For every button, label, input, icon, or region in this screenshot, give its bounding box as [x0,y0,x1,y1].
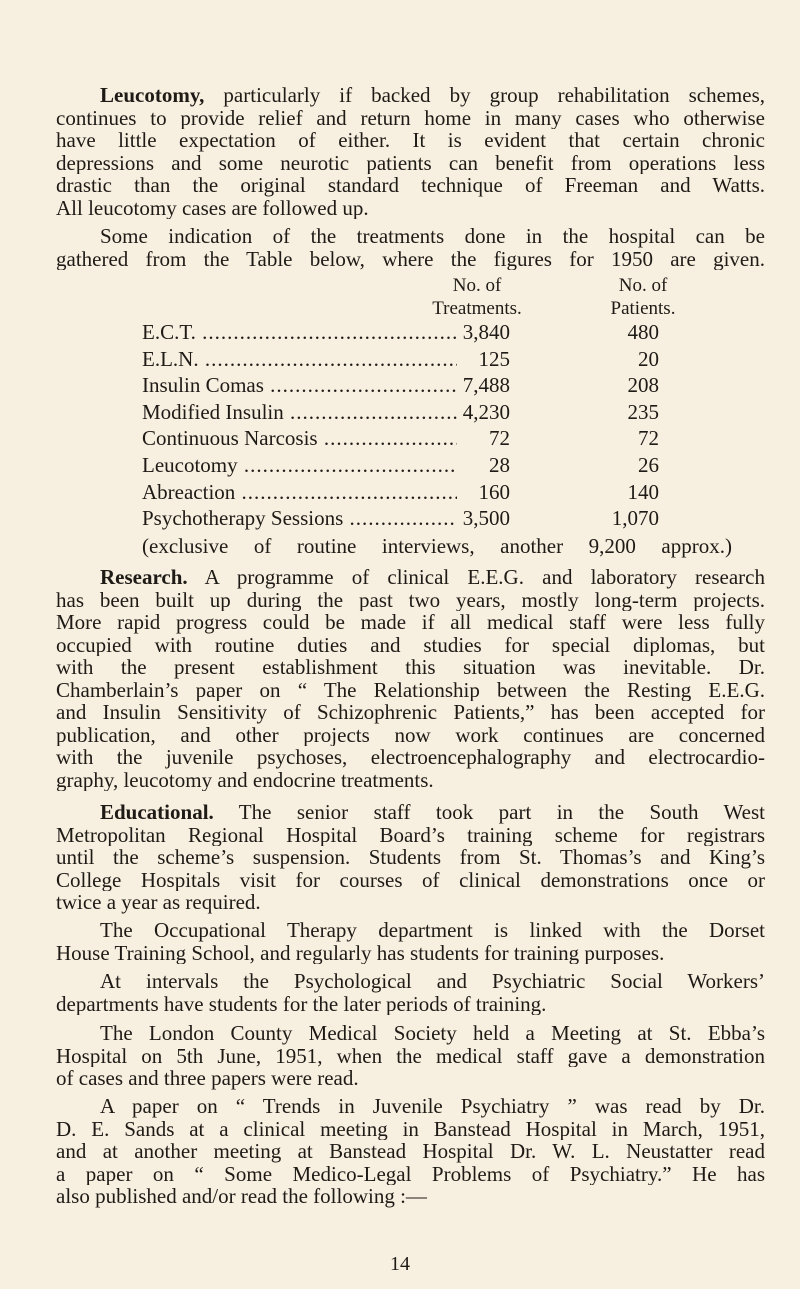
line-text: depressions and some neurotic patients can benefit from operations less [56,151,765,174]
line-text: particularly if backed by group rehabilitation schemes, [204,84,765,107]
row-label: Psychotherapy Sessions ..... [142,505,457,531]
line-text: has been built up during the past two years, mostly long-term projects. [56,588,765,611]
paragraph [56,225,765,270]
line-text: have little expectation of either. It is evident that certain chronic [56,129,765,152]
table-row [142,319,662,345]
patients-cell: 235 [627,399,659,424]
paragraph [56,919,765,964]
text-line [56,566,765,589]
line-text: At intervals the Psychological and Psychiatric Social Workers’ [100,970,765,993]
line-text: drastic than the original standard technique of Freeman and Watts. [56,174,765,197]
text-line [56,152,765,175]
paragraph [56,1095,765,1208]
text-line [56,746,765,769]
text-line [56,1163,765,1186]
text-line [56,225,765,248]
text-line [56,1067,765,1090]
patients-cell: 208 [627,373,659,398]
text-line [56,129,765,152]
text-line [56,701,765,724]
line-text: Metropolitan Regional Hospital Board’s training scheme for registrars [56,823,765,846]
line-text: A programme of clinical E.E.G. and laboratory research [187,566,765,589]
text-line [56,869,765,892]
text-line [56,1118,765,1141]
section-heading: Educational. [100,801,214,824]
table-row [142,479,662,505]
section-heading: Research. [100,566,188,589]
row-label: Insulin Comas ..... [142,372,457,398]
line-text: with the present establishment this situation was inevitable. Dr. [56,656,765,679]
line-text: The senior staff took part in the South West [213,801,765,824]
row-label: E.C.T. ..... [142,319,457,345]
line-text: until the scheme’s suspension. Students from St. Thomas’s and King’s [56,846,765,869]
text-line [56,1185,765,1208]
table-row [142,505,662,531]
line-text: Some indication of the treatments done in the hospital can be [100,225,765,248]
text-line [56,993,765,1016]
text-line [56,1022,765,1045]
line-text: twice a year as required. [56,891,261,914]
text-line [56,769,765,792]
paragraph [56,1022,765,1090]
paragraph [56,801,765,914]
patients-cell: 72 [638,426,659,451]
line-text: a paper on “ Some Medico-Legal Problems of Psychiatry.” He has [56,1162,765,1185]
line-text: All leucotomy cases are followed up. [56,196,369,219]
text-line [56,174,765,197]
treatments-cell: 3,840 [462,320,510,344]
header-treatments-line2: Treatments. [432,298,522,319]
section-heading: Leucotomy, [100,84,205,107]
line-text: Chamberlain’s paper on “ The Relationship between the Resting E.E.G. [56,678,765,701]
row-label: Continuous Narcosis ..... [142,425,457,451]
header-patients-line1: No. of [618,275,668,296]
line-text: continues to provide relief and return home in many cases who otherwise [56,106,765,129]
treatments-cell: 28 [489,453,510,477]
text-line [56,611,765,634]
line-text: College Hospitals visit for courses of clinical demonstrations once or [56,868,765,891]
table-row [142,346,662,372]
text-line [56,248,765,271]
table-row [142,452,662,478]
treatments-cell: 4,230 [462,399,510,424]
table-row [142,372,662,398]
text-line [56,919,765,942]
text-line [56,891,765,914]
row-label: Modified Insulin ..... [142,399,457,425]
text-line [56,1045,765,1068]
page-number: 14 [390,1253,410,1275]
paragraph [56,566,765,791]
paragraph [56,970,765,1015]
line-text: The Occupational Therapy department is linked with the Dorset [100,919,765,942]
treatments-cell: 72 [489,426,510,451]
line-text: A paper on “ Trends in Juvenile Psychiatry ” was read by Dr. [100,1095,765,1118]
paragraph [56,84,765,219]
text-line [56,846,765,869]
line-text: occupied with routine duties and studies for special diplomas, but [56,633,765,656]
text-line [56,970,765,993]
line-text: D. E. Sands at a clinical meeting in Banstead Hospital in March, 1951, [56,1117,765,1140]
text-line [56,197,765,220]
row-label: Leucotomy ..... [142,452,457,478]
line-text: of cases and three papers were read. [56,1067,359,1090]
line-text: departments have students for the later periods of training. [56,992,547,1015]
text-line [56,679,765,702]
header-patients-line2: Patients. [610,298,676,319]
table-row [142,399,662,425]
row-label: Abreaction ..... [142,479,457,505]
text-line [56,84,765,107]
line-text: publication, and other projects now work continues are concerned [56,723,765,746]
table-footnote: (exclusive of routine interviews, another 9,200 approx.) [142,534,732,558]
text-line [56,1140,765,1163]
text-line [56,589,765,612]
patients-cell: 140 [627,479,659,504]
line-text: More rapid progress could be made if all medical staff were less fully [56,611,765,634]
line-text: and at another meeting at Banstead Hospital Dr. W. L. Neustatter read [56,1140,765,1163]
line-text: gathered from the Table below, where the figures for 1950 are given. [56,247,765,270]
line-text: House Training School, and regularly has students for training purposes. [56,941,665,964]
patients-cell: 480 [627,320,659,344]
text-line [56,724,765,747]
patients-cell: 26 [638,453,659,477]
line-text: The London County Medical Society held a Meeting at St. Ebba’s [100,1022,765,1045]
text-line [56,801,765,824]
text-line [56,634,765,657]
treatments-cell: 3,500 [462,506,510,531]
text-line [56,656,765,679]
row-label: E.L.N. ..... [142,346,457,372]
line-text: also published and/or read the following :— [56,1185,427,1208]
line-text: with the juvenile psychoses, electroencephalography and electrocardio- [56,746,765,769]
text-line [56,1095,765,1118]
patients-cell: 20 [638,346,659,371]
text-line [56,107,765,130]
table-row [142,425,662,451]
line-text: and Insulin Sensitivity of Schizophrenic Patients,” has been accepted for [56,701,765,724]
treatments-cell: 125 [478,346,510,371]
treatments-cell: 160 [478,479,510,504]
text-line [56,824,765,847]
header-treatments-line1: No. of [452,275,502,296]
text-line [56,942,765,965]
treatments-cell: 7,488 [462,373,510,398]
line-text: Hospital on 5th June, 1951, when the medical staff gave a demonstration [56,1044,765,1067]
patients-cell: 1,070 [611,506,659,531]
line-text: graphy, leucotomy and endocrine treatments. [56,768,434,791]
